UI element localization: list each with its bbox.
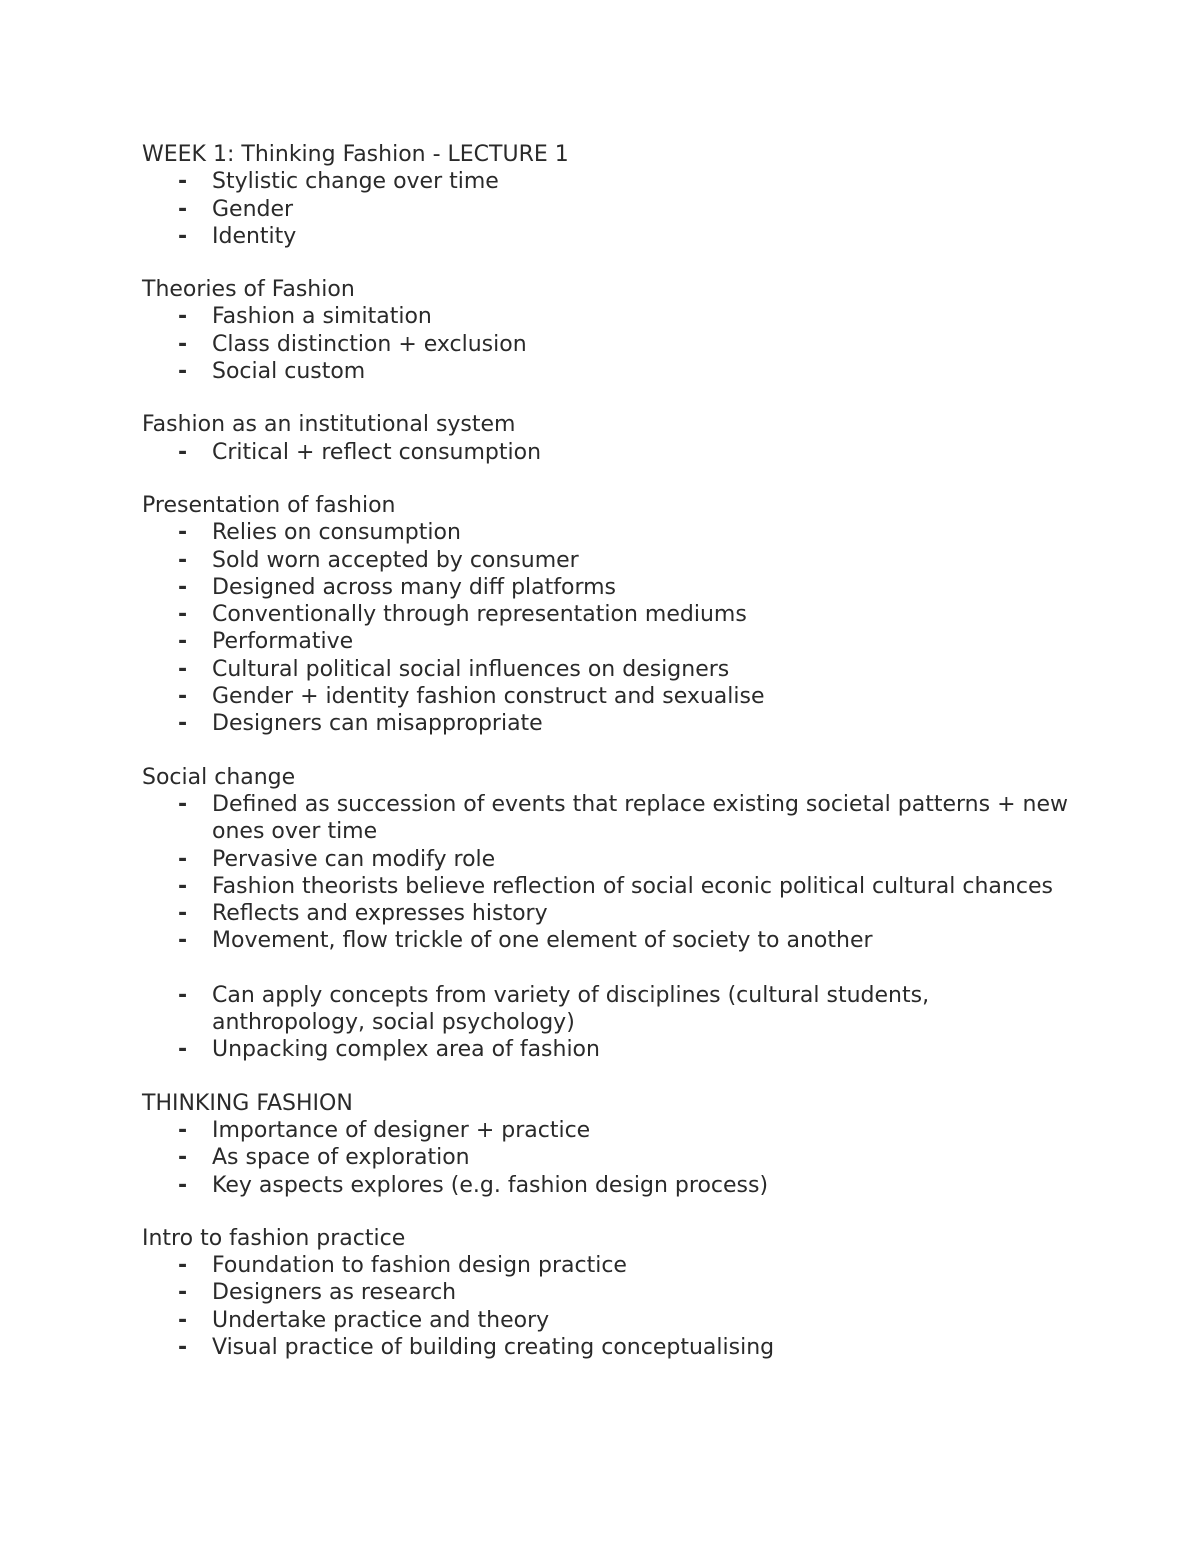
list-item-text: Class distinction + exclusion bbox=[212, 331, 527, 357]
bullet-dash: - bbox=[178, 169, 188, 195]
list-item-text: Gender bbox=[212, 196, 294, 222]
section-heading: Intro to fashion practice bbox=[142, 1225, 406, 1251]
list-item bbox=[142, 927, 1072, 954]
section-intro-to-fashion-practice bbox=[142, 1225, 1072, 1361]
bullet-dash: - bbox=[178, 1172, 188, 1198]
list-item-text: Importance of designer + practice bbox=[212, 1117, 591, 1143]
list-item-text: Cultural political social influences on designers bbox=[212, 656, 730, 682]
section-spacer bbox=[142, 250, 1072, 276]
list-item bbox=[142, 1279, 1072, 1306]
bullet-dash: - bbox=[178, 196, 188, 222]
list-item bbox=[142, 1144, 1072, 1171]
list-item-text: Defined as succession of events that replace existing societal patterns + new ones over time bbox=[212, 791, 1068, 845]
bullet-dash: - bbox=[178, 1145, 188, 1171]
list-item bbox=[142, 1252, 1072, 1279]
list-item bbox=[142, 846, 1072, 873]
list-item bbox=[142, 601, 1072, 628]
bullet-dash: - bbox=[178, 547, 188, 573]
list-item-text: Unpacking complex area of fashion bbox=[212, 1037, 600, 1063]
section-social-change bbox=[142, 764, 1072, 1064]
list-item-text: Performative bbox=[212, 629, 354, 655]
section-week-1 bbox=[142, 141, 1072, 250]
list-item bbox=[142, 439, 1072, 466]
bullet-dash: - bbox=[178, 331, 188, 357]
list-item bbox=[142, 196, 1072, 223]
list-item-text: Movement, flow trickle of one element of society to another bbox=[212, 928, 873, 954]
list-item-text: Social custom bbox=[212, 359, 366, 385]
list-item bbox=[142, 1036, 1072, 1063]
list-item-text: Key aspects explores (e.g. fashion design process) bbox=[212, 1172, 769, 1198]
list-item-text: Undertake practice and theory bbox=[212, 1307, 550, 1333]
list-item-text: Gender + identity fashion construct and sexualise bbox=[212, 684, 765, 710]
list-item bbox=[142, 358, 1072, 385]
list-item bbox=[142, 303, 1072, 330]
list-item bbox=[142, 791, 1072, 846]
list-item-text: Can apply concepts from variety of disciplines (cultural students, anthropology, social psychology) bbox=[212, 982, 930, 1036]
list-item bbox=[142, 223, 1072, 250]
list-item-text: Stylistic change over time bbox=[212, 169, 499, 195]
bullet-dash: - bbox=[178, 359, 188, 385]
section-heading: Social change bbox=[142, 764, 296, 790]
list-item-text: Pervasive can modify role bbox=[212, 846, 496, 872]
bullet-dash: - bbox=[178, 602, 188, 628]
list-item-text: Conventionally through representation mediums bbox=[212, 602, 747, 628]
list-item-text: Fashion theorists believe reflection of social econic political cultural chances bbox=[212, 873, 1053, 899]
bullet-dash: - bbox=[178, 928, 188, 954]
list-item-text: Relies on consumption bbox=[212, 520, 461, 546]
list-item-text: Critical + reflect consumption bbox=[212, 439, 542, 465]
section-heading: THINKING FASHION bbox=[142, 1090, 353, 1116]
bullet-dash: - bbox=[178, 1280, 188, 1306]
list-item bbox=[142, 900, 1072, 927]
list-item bbox=[142, 710, 1072, 737]
bullet-dash: - bbox=[178, 846, 188, 872]
list-item bbox=[142, 873, 1072, 900]
section-spacer bbox=[142, 466, 1072, 492]
bullet-list bbox=[142, 439, 1072, 466]
section-presentation-of-fashion bbox=[142, 492, 1072, 738]
document-page bbox=[142, 141, 1072, 1361]
bullet-list bbox=[142, 168, 1072, 250]
bullet-list bbox=[142, 1252, 1072, 1361]
list-item bbox=[142, 1307, 1072, 1334]
section-heading: WEEK 1: Thinking Fashion - LECTURE 1 bbox=[142, 142, 569, 167]
list-item bbox=[142, 519, 1072, 546]
list-item-text: Foundation to fashion design practice bbox=[212, 1253, 627, 1279]
bullet-list bbox=[142, 303, 1072, 385]
list-item-text: As space of exploration bbox=[212, 1145, 470, 1171]
bullet-dash: - bbox=[178, 304, 188, 330]
list-item-text: Designed across many diff platforms bbox=[212, 574, 617, 600]
bullet-dash: - bbox=[178, 873, 188, 899]
list-item-text: Identity bbox=[212, 223, 297, 249]
section-spacer bbox=[142, 738, 1072, 764]
section-spacer bbox=[142, 1064, 1072, 1090]
section-institutional-system bbox=[142, 411, 1072, 466]
bullet-list bbox=[142, 791, 1072, 1064]
bullet-dash: - bbox=[178, 629, 188, 655]
list-item-text: Designers can misappropriate bbox=[212, 711, 543, 737]
list-item-text: Fashion a simitation bbox=[212, 304, 432, 330]
list-item-text: Visual practice of building creating conceptualising bbox=[212, 1334, 775, 1360]
bullet-dash: - bbox=[178, 791, 188, 817]
section-spacer bbox=[142, 385, 1072, 411]
bullet-dash: - bbox=[178, 439, 188, 465]
bullet-list bbox=[142, 1117, 1072, 1199]
list-item bbox=[142, 628, 1072, 655]
section-thinking-fashion bbox=[142, 1090, 1072, 1199]
bullet-dash: - bbox=[178, 901, 188, 927]
list-item-text: Designers as research bbox=[212, 1280, 457, 1306]
list-item-text: Sold worn accepted by consumer bbox=[212, 547, 579, 573]
bullet-dash: - bbox=[178, 574, 188, 600]
bullet-dash: - bbox=[178, 1253, 188, 1279]
bullet-dash: - bbox=[178, 1117, 188, 1143]
bullet-dash: - bbox=[178, 1037, 188, 1063]
bullet-dash: - bbox=[178, 520, 188, 546]
list-item bbox=[142, 1117, 1072, 1144]
bullet-dash: - bbox=[178, 1334, 188, 1360]
section-heading: Presentation of fashion bbox=[142, 492, 396, 518]
bullet-dash: - bbox=[178, 982, 188, 1008]
section-heading: Theories of Fashion bbox=[142, 277, 355, 303]
list-item bbox=[142, 331, 1072, 358]
list-item bbox=[142, 656, 1072, 683]
list-item bbox=[142, 1334, 1072, 1361]
section-heading: Fashion as an institutional system bbox=[142, 412, 516, 438]
bullet-dash: - bbox=[178, 656, 188, 682]
list-item bbox=[142, 982, 1072, 1037]
list-item bbox=[142, 1172, 1072, 1199]
bullet-dash: - bbox=[178, 711, 188, 737]
bullet-dash: - bbox=[178, 1307, 188, 1333]
section-spacer bbox=[142, 1199, 1072, 1225]
bullet-list bbox=[142, 519, 1072, 737]
bullet-dash: - bbox=[178, 684, 188, 710]
list-item bbox=[142, 683, 1072, 710]
list-item-text: Reflects and expresses history bbox=[212, 901, 548, 927]
list-item bbox=[142, 168, 1072, 195]
list-item bbox=[142, 547, 1072, 574]
list-item bbox=[142, 574, 1072, 601]
section-theories-of-fashion bbox=[142, 276, 1072, 385]
bullet-dash: - bbox=[178, 223, 188, 249]
